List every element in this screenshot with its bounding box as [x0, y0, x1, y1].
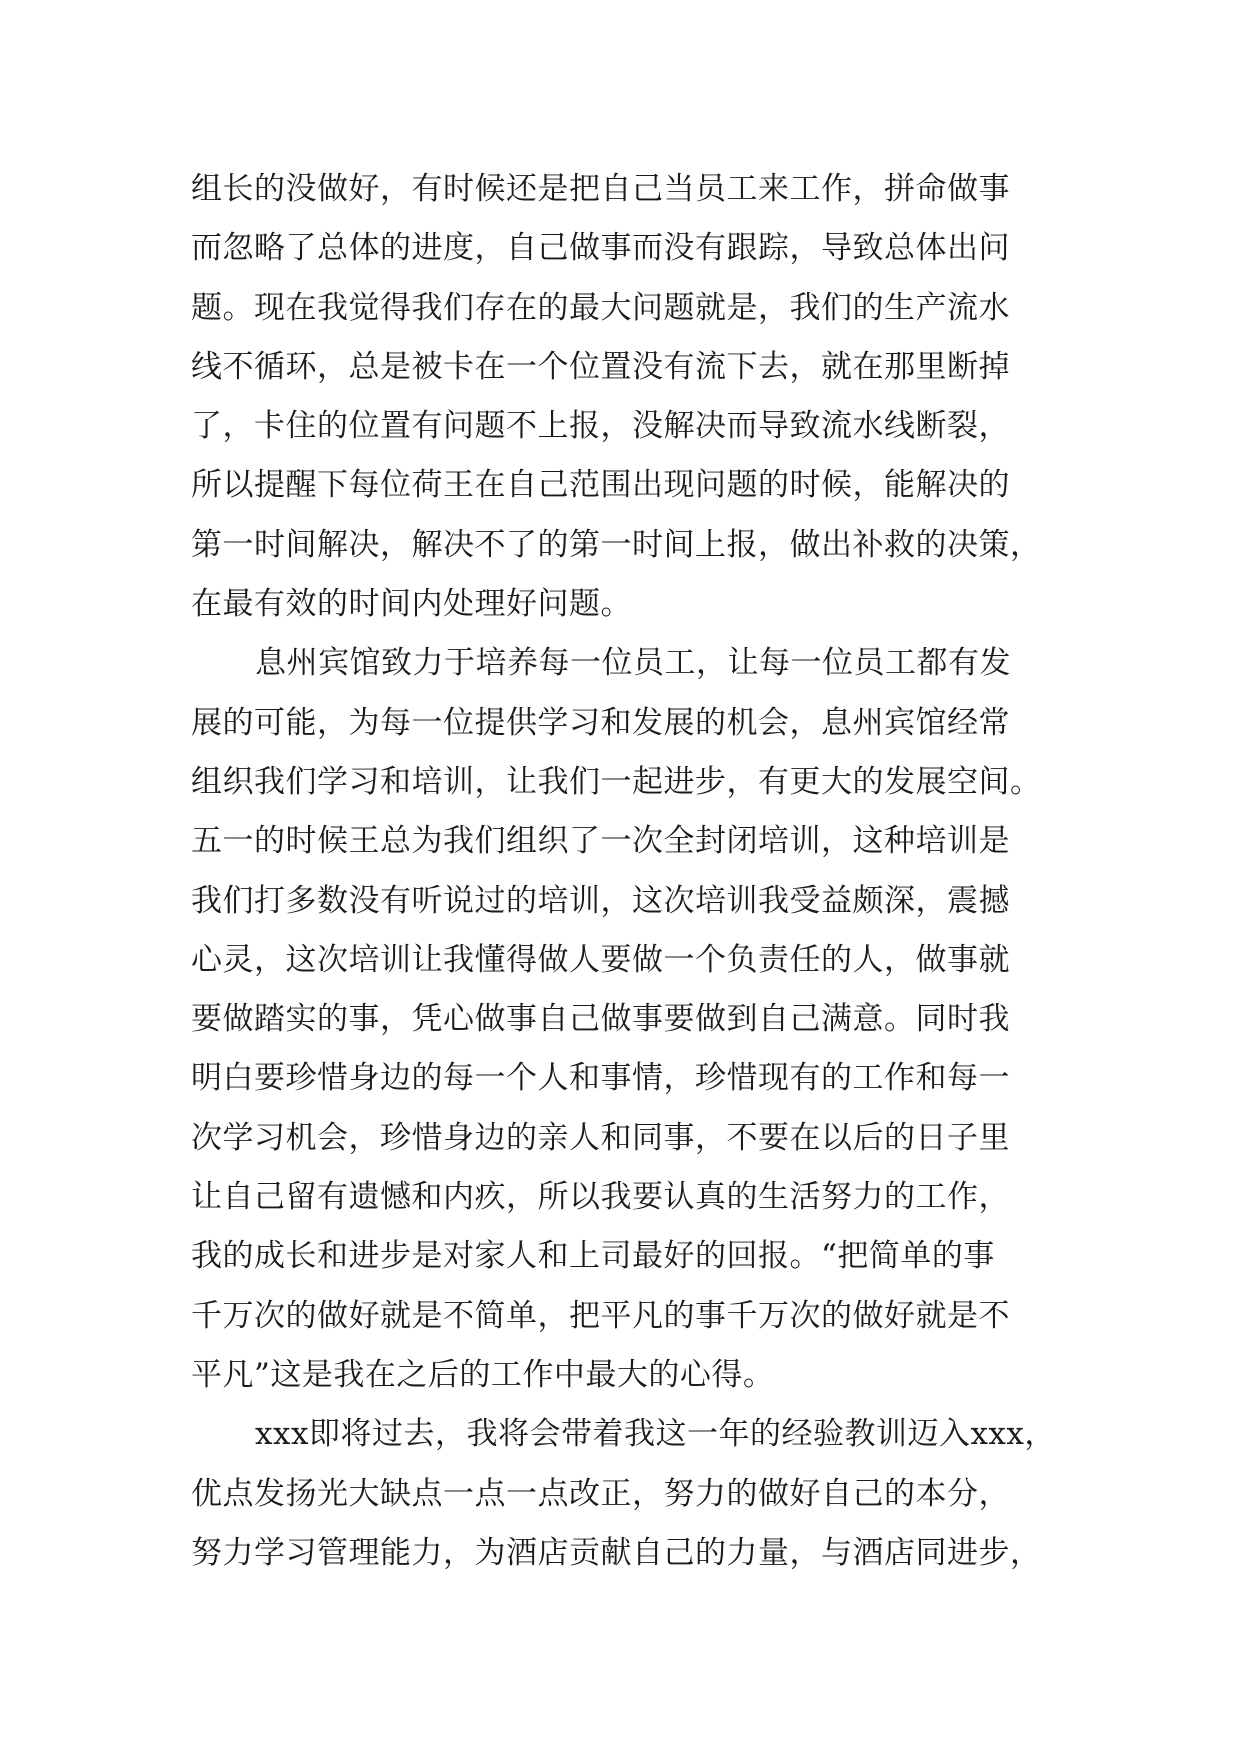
text-line: 组长的没做好，有时候还是把自己当员工来工作，拼命做事: [191, 171, 1010, 207]
text-line: 组织我们学习和培训，让我们一起进步，有更大的发展空间。: [191, 763, 1042, 800]
text-line: 我们打多数没有听说过的培训，这次培训我受益颇深，震撼: [191, 882, 1010, 919]
text-line: 要做踏实的事，凭心做事自己做事要做到自己满意。同时我: [191, 1001, 1010, 1038]
text-line: 让自己留有遗憾和内疚，所以我要认真的生活努力的工作，: [191, 1179, 1010, 1216]
text-line: 在最有效的时间内处理好问题。: [191, 586, 632, 623]
text-line: 了，卡住的位置有问题不上报，没解决而导致流水线断裂，: [191, 408, 1010, 445]
text-line: 明白要珍惜身边的每一个人和事情，珍惜现有的工作和每一: [191, 1060, 1010, 1097]
text-line: 努力学习管理能力，为酒店贡献自己的力量，与酒店同进步，: [191, 1534, 1042, 1571]
paragraph-first-line: xxx即将过去，我将会带着我这一年的经验教训迈入xxx，: [255, 1416, 1056, 1453]
text-line: 次学习机会，珍惜身边的亲人和同事，不要在以后的日子里: [191, 1119, 1010, 1156]
text-line: 展的可能，为每一位提供学习和发展的机会，息州宾馆经常: [191, 704, 1010, 741]
text-line: 千万次的做好就是不简单，把平凡的事千万次的做好就是不: [191, 1297, 1010, 1334]
text-line: 而忽略了总体的进度，自己做事而没有跟踪，导致总体出问: [191, 230, 1010, 267]
text-line: 所以提醒下每位荷王在自己范围出现问题的时候，能解决的: [191, 467, 1010, 504]
text-line: 第一时间解决，解决不了的第一时间上报，做出补救的决策，: [191, 526, 1042, 563]
paragraph-first-line: 息州宾馆致力于培养每一位员工，让每一位员工都有发: [255, 645, 1011, 682]
text-line: 优点发扬光大缺点一点一点改正，努力的做好自己的本分，: [191, 1475, 1010, 1512]
text-line: 我的成长和进步是对家人和上司最好的回报。“把简单的事: [191, 1238, 995, 1275]
text-line: 五一的时候王总为我们组织了一次全封闭培训，这种培训是: [191, 823, 1010, 860]
text-line: 平凡”这是我在之后的工作中最大的心得。: [191, 1356, 775, 1393]
body-text: [191, 160, 1061, 1583]
text-line: 线不循环，总是被卡在一个位置没有流下去，就在那里断掉: [191, 348, 1010, 385]
text-line: 题。现在我觉得我们存在的最大问题就是，我们的生产流水: [191, 289, 1010, 326]
text-line: 心灵，这次培训让我懂得做人要做一个负责任的人，做事就: [191, 941, 1010, 978]
